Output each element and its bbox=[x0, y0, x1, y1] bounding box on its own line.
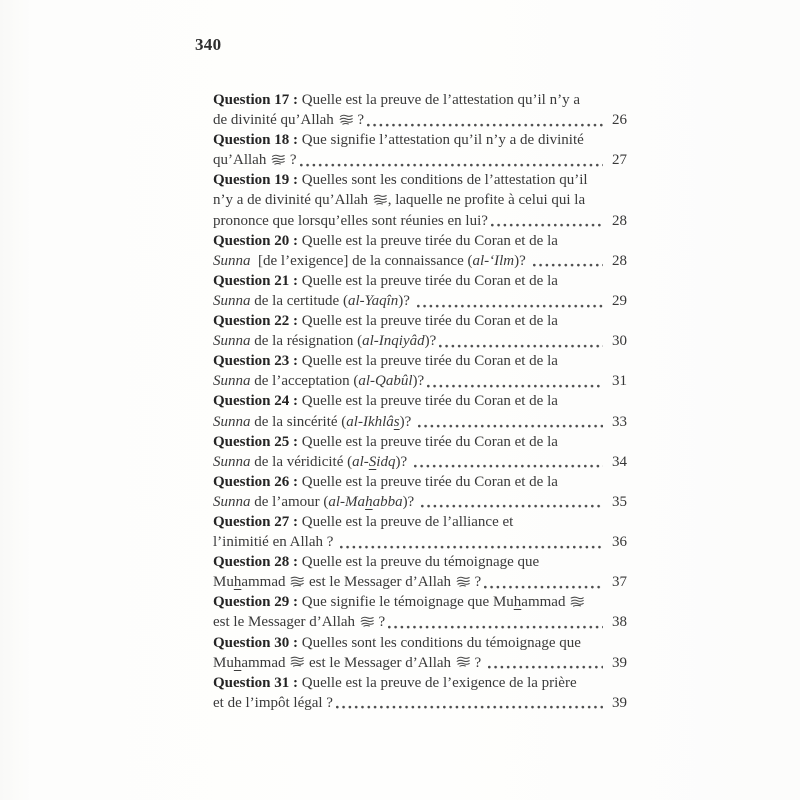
toc-line bbox=[213, 612, 627, 632]
toc-entry-question-27 bbox=[213, 512, 627, 552]
toc-line bbox=[213, 532, 627, 552]
question-label: Question 27 : bbox=[213, 513, 299, 530]
entry-text: , laquelle ne profite à celui qui la bbox=[387, 192, 586, 209]
toc-line-text bbox=[213, 474, 558, 490]
entry-text: ? bbox=[353, 112, 364, 129]
allah-honorific-icon bbox=[373, 194, 387, 205]
toc-line-text bbox=[213, 273, 558, 289]
toc-line bbox=[213, 291, 627, 311]
entry-text: Mu bbox=[213, 654, 234, 671]
entry-text: Quelle est la preuve tirée du Coran et de la bbox=[298, 232, 558, 249]
toc-page-number: 29 bbox=[612, 292, 627, 309]
dotted-leader bbox=[367, 123, 603, 127]
toc-line-text bbox=[213, 132, 584, 148]
toc-line-text bbox=[213, 452, 411, 472]
toc-line-text bbox=[213, 331, 436, 351]
entry-text: de divinité qu’Allah bbox=[213, 112, 338, 129]
entry-text: Que signifie le témoignage que Mu bbox=[298, 594, 514, 611]
allah-honorific-icon bbox=[456, 576, 470, 587]
entry-text: qu’Allah bbox=[213, 152, 271, 169]
entry-text: est le Messager d’Allah bbox=[305, 654, 455, 671]
entry-text: ? bbox=[470, 574, 482, 591]
toc-entry-question-22 bbox=[213, 311, 627, 351]
toc-line bbox=[213, 190, 627, 210]
toc-line bbox=[213, 633, 627, 653]
toc-line-text bbox=[213, 110, 364, 130]
question-label: Question 22 : bbox=[213, 313, 299, 330]
toc-entry-question-24 bbox=[213, 391, 627, 431]
entry-text: Sunna bbox=[213, 333, 251, 350]
toc-entry-question-17 bbox=[213, 90, 627, 130]
entry-text: Quelle est la preuve du témoignage que bbox=[298, 554, 540, 571]
toc-line-text bbox=[213, 393, 558, 409]
toc-line bbox=[213, 110, 627, 130]
question-label: Question 26 : bbox=[213, 473, 299, 490]
entry-text: Quelle est la preuve tirée du Coran et de la bbox=[298, 393, 558, 410]
toc-line-text bbox=[213, 233, 558, 249]
dotted-leader bbox=[421, 504, 603, 508]
entry-text: Quelle est la preuve tirée du Coran et de la bbox=[298, 353, 558, 370]
entry-text: Quelle est la preuve de l’alliance et bbox=[298, 513, 514, 530]
entry-text: et de l’impôt légal ? bbox=[213, 694, 333, 711]
toc-line-text bbox=[213, 92, 580, 108]
toc-line-text bbox=[213, 612, 385, 632]
entry-text: Sunna bbox=[213, 413, 251, 430]
toc-line bbox=[213, 653, 627, 673]
toc-page-number: 33 bbox=[612, 413, 627, 430]
table-of-contents bbox=[213, 90, 627, 713]
toc-line bbox=[213, 552, 627, 572]
entry-text: ? bbox=[374, 614, 386, 631]
question-label: Question 24 : bbox=[213, 393, 299, 410]
toc-line-text bbox=[213, 412, 415, 432]
entry-text: Quelle est la preuve tirée du Coran et de la bbox=[298, 272, 558, 289]
entry-text: al-‘Ilm bbox=[472, 252, 515, 269]
toc-line-text bbox=[213, 150, 297, 170]
toc-page-number: 37 bbox=[612, 574, 627, 591]
entry-text: de la sincérité ( bbox=[250, 413, 347, 430]
entry-text: Quelle est la preuve tirée du Coran et de la bbox=[298, 433, 558, 450]
toc-page-number: 28 bbox=[612, 212, 627, 229]
question-label: Question 18 : bbox=[213, 132, 299, 149]
toc-line-text bbox=[213, 675, 577, 691]
dotted-leader bbox=[439, 344, 603, 348]
entry-text: Quelle est la preuve de l’attestation qu’il n’y a bbox=[298, 92, 580, 108]
toc-line bbox=[213, 90, 627, 110]
toc-page-number: 39 bbox=[612, 654, 627, 671]
toc-line-text bbox=[213, 572, 481, 592]
toc-page-number: 34 bbox=[612, 453, 627, 470]
question-label: Question 29 : bbox=[213, 594, 299, 611]
toc-line bbox=[213, 492, 627, 512]
entry-text: )? bbox=[424, 333, 437, 350]
toc-line-text bbox=[213, 291, 414, 311]
toc-line bbox=[213, 331, 627, 351]
question-label: Question 20 : bbox=[213, 232, 299, 249]
entry-text: idq bbox=[376, 453, 396, 470]
prophet-honorific-icon bbox=[290, 656, 304, 667]
entry-text: l’inimitié en Allah ? bbox=[213, 534, 338, 551]
toc-entry-question-18 bbox=[213, 130, 627, 170]
toc-entry-question-25 bbox=[213, 432, 627, 472]
entry-text: al- bbox=[352, 453, 369, 470]
question-label: Question 23 : bbox=[213, 353, 299, 370]
toc-line-text bbox=[213, 594, 585, 610]
toc-page-number: 28 bbox=[612, 252, 627, 269]
dotted-leader bbox=[484, 585, 603, 589]
entry-text: Sunna bbox=[213, 373, 251, 390]
toc-line-text bbox=[213, 532, 337, 552]
question-label: Question 31 : bbox=[213, 674, 299, 691]
dotted-leader bbox=[533, 263, 603, 267]
allah-honorific-icon bbox=[271, 154, 285, 165]
toc-line bbox=[213, 311, 627, 331]
dotted-leader bbox=[300, 163, 604, 167]
toc-entry-question-20 bbox=[213, 231, 627, 271]
toc-page-number: 30 bbox=[612, 333, 627, 350]
toc-line-text bbox=[213, 172, 588, 188]
allah-honorific-icon bbox=[339, 114, 353, 125]
toc-line-text bbox=[213, 371, 424, 391]
entry-text: [de l’exigence] de la connaissance ( bbox=[250, 252, 473, 269]
toc-entry-question-28 bbox=[213, 552, 627, 592]
toc-line bbox=[213, 351, 627, 371]
toc-line bbox=[213, 271, 627, 291]
toc-line bbox=[213, 391, 627, 411]
entry-text: S bbox=[368, 453, 377, 470]
entry-text: de la résignation ( bbox=[250, 333, 363, 350]
entry-text: n’y a de divinité qu’Allah bbox=[213, 192, 372, 209]
toc-entry-question-29 bbox=[213, 592, 627, 632]
prophet-honorific-icon bbox=[570, 596, 584, 607]
entry-text: ? bbox=[286, 152, 297, 169]
dotted-leader bbox=[427, 384, 603, 388]
folio-page-number: 340 bbox=[195, 35, 222, 54]
toc-line-text bbox=[213, 554, 539, 570]
toc-page-number: 38 bbox=[612, 614, 627, 631]
toc-entry-question-31 bbox=[213, 673, 627, 713]
toc-line bbox=[213, 211, 627, 231]
entry-text: Sunna bbox=[213, 493, 251, 510]
toc-line bbox=[213, 452, 627, 472]
entry-text: h bbox=[365, 493, 373, 510]
toc-entry-question-23 bbox=[213, 351, 627, 391]
dotted-leader bbox=[417, 304, 603, 308]
toc-line-text bbox=[213, 192, 585, 208]
toc-page-number: 39 bbox=[612, 694, 627, 711]
toc-line bbox=[213, 693, 627, 713]
toc-line bbox=[213, 412, 627, 432]
entry-text: al-Qabûl bbox=[358, 373, 413, 390]
question-label: Question 28 : bbox=[213, 554, 299, 571]
entry-text: )? bbox=[402, 493, 418, 510]
toc-entry-question-19 bbox=[213, 170, 627, 230]
entry-text: Mu bbox=[213, 574, 234, 591]
entry-text: )? bbox=[395, 453, 411, 470]
entry-text: )? bbox=[399, 413, 416, 430]
entry-text: ammad bbox=[241, 574, 290, 591]
question-label: Question 19 : bbox=[213, 172, 299, 189]
dotted-leader bbox=[488, 665, 603, 669]
entry-text: s bbox=[393, 413, 400, 430]
entry-text: al-Inqiyâd bbox=[362, 333, 425, 350]
dotted-leader bbox=[491, 223, 603, 227]
question-label: Question 30 : bbox=[213, 634, 299, 651]
entry-text: Sunna bbox=[213, 453, 251, 470]
entry-text: )? bbox=[412, 373, 425, 390]
toc-entry-question-26 bbox=[213, 472, 627, 512]
entry-text: h bbox=[233, 654, 242, 671]
entry-text: est le Messager d’Allah bbox=[213, 614, 359, 631]
dotted-leader bbox=[340, 545, 603, 549]
toc-line bbox=[213, 472, 627, 492]
toc-line-text bbox=[213, 434, 558, 450]
toc-line bbox=[213, 512, 627, 532]
dotted-leader bbox=[414, 464, 603, 468]
entry-text: de l’acceptation ( bbox=[250, 373, 359, 390]
toc-line bbox=[213, 231, 627, 251]
toc-line bbox=[213, 130, 627, 150]
entry-text: )? bbox=[514, 252, 530, 269]
toc-line-text bbox=[213, 313, 558, 329]
toc-line-text bbox=[213, 492, 418, 512]
entry-text: Quelle est la preuve de l’exigence de la prière bbox=[298, 674, 577, 691]
toc-line bbox=[213, 150, 627, 170]
toc-line bbox=[213, 592, 627, 612]
toc-line-text bbox=[213, 514, 513, 530]
entry-text: de l’amour ( bbox=[250, 493, 329, 510]
entry-text: )? bbox=[398, 292, 414, 309]
toc-entry-question-21 bbox=[213, 271, 627, 311]
toc-line bbox=[213, 251, 627, 271]
toc-line bbox=[213, 432, 627, 452]
entry-text: al-Yaqîn bbox=[347, 292, 399, 309]
entry-text: ? bbox=[470, 654, 485, 671]
toc-line-text bbox=[213, 251, 530, 271]
prophet-honorific-icon bbox=[290, 576, 304, 587]
entry-text: h bbox=[513, 594, 522, 611]
question-label: Question 25 : bbox=[213, 433, 299, 450]
toc-line-text bbox=[213, 635, 581, 651]
question-label: Question 21 : bbox=[213, 272, 299, 289]
entry-text: ammad bbox=[241, 654, 290, 671]
toc-page-number: 36 bbox=[612, 534, 627, 551]
entry-text: est le Messager d’Allah bbox=[305, 574, 455, 591]
allah-honorific-icon bbox=[360, 616, 374, 627]
entry-text: Quelle est la preuve tirée du Coran et de la bbox=[298, 313, 558, 330]
dotted-leader bbox=[418, 424, 603, 428]
toc-line bbox=[213, 572, 627, 592]
toc-line-text bbox=[213, 211, 488, 231]
toc-page-number: 26 bbox=[612, 112, 627, 129]
toc-line-text bbox=[213, 693, 333, 713]
entry-text: Quelle est la preuve tirée du Coran et de la bbox=[298, 473, 558, 490]
entry-text: ammad bbox=[521, 594, 570, 611]
entry-text: al-Ma bbox=[328, 493, 366, 510]
entry-text: Que signifie l’attestation qu’il n’y a de divinité bbox=[298, 132, 584, 149]
dotted-leader bbox=[388, 625, 603, 629]
toc-line-text bbox=[213, 653, 485, 673]
entry-text: de la véridicité ( bbox=[250, 453, 353, 470]
entry-text: Quelles sont les conditions du témoignage que bbox=[298, 634, 581, 651]
toc-line-text bbox=[213, 353, 558, 369]
entry-text: Sunna bbox=[213, 292, 251, 309]
entry-text: prononce que lorsqu’elles sont réunies en lui? bbox=[213, 212, 488, 229]
entry-text: al-Ikhlâ bbox=[346, 413, 394, 430]
toc-page-number: 35 bbox=[612, 493, 627, 510]
toc-page-number: 27 bbox=[612, 152, 627, 169]
toc-line bbox=[213, 673, 627, 693]
entry-text: abba bbox=[372, 493, 403, 510]
entry-text: h bbox=[233, 574, 242, 591]
dotted-leader bbox=[336, 705, 603, 709]
toc-line bbox=[213, 170, 627, 190]
toc-entry-question-30 bbox=[213, 633, 627, 673]
entry-text: Quelles sont les conditions de l’attestation qu’il bbox=[298, 172, 588, 189]
toc-page-number: 31 bbox=[612, 373, 627, 390]
entry-text: de la certitude ( bbox=[250, 292, 348, 309]
allah-honorific-icon bbox=[456, 656, 470, 667]
toc-line bbox=[213, 371, 627, 391]
entry-text: Sunna bbox=[213, 252, 251, 269]
question-label: Question 17 : bbox=[213, 92, 299, 108]
